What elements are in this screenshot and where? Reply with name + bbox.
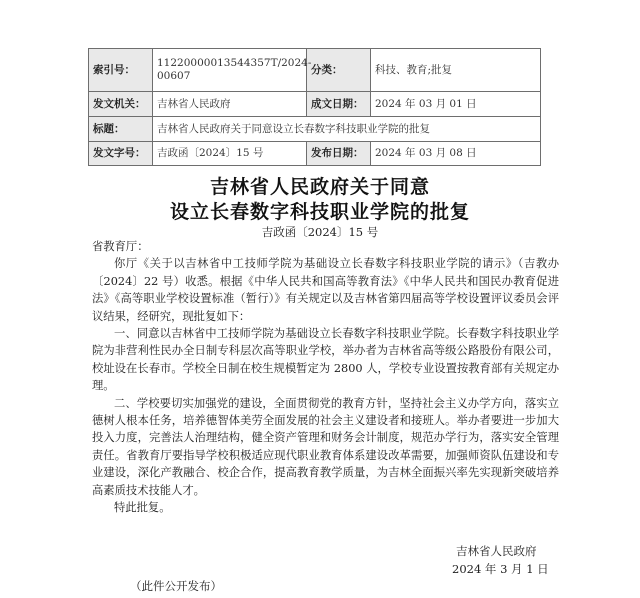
- pubdate-label: 发布日期：: [307, 142, 371, 166]
- paragraph-closing: 特此批复。: [114, 501, 171, 515]
- title-value: 吉林省人民政府关于同意设立长春数字科技职业学院的批复: [153, 117, 541, 142]
- docno-value: 吉政函〔2024〕15 号: [153, 142, 307, 166]
- date-label: 成文日期：: [307, 92, 371, 117]
- document-body: [92, 238, 559, 517]
- paragraph-requirements: 二、学校要切实加强党的建设，全面贯彻党的教育方针，坚持社会主义办学方向，落实立德树人根本任务，培养德智体美劳全面发展的社会主义建设者和接班人。举办者要进一步加大投入力度，完善法人治理结构，健全资产管理和财务会计制度，规范办学行为，落实安全管理责任。省教育厅要指导学校积极适应现代职业教育体系建设改革需要，加强师资队伍建设和专业建设，深化产教融合、校企合作，提高教育教学质量，为吉林全面振兴率先实现新突破培养高素质技术技能人才。: [92, 396, 559, 497]
- paragraph-request: 你厅《关于以吉林省中工技师学院为基础设立长春数字科技职业学院的请示》（吉教办〔2024〕22 号）收悉。根据《中华人民共和国高等教育法》《中华人民共和国民办教育促进法》《高等职业学校设置标准（暂行）》有关规定以及吉林省第四届高等学校设置评议委员会评议结果，经研究，现批复如下：: [92, 257, 559, 323]
- paragraph-approval: 一、同意以吉林省中工技师学院为基础设立长春数字科技职业学院。长春数字科技职业学院为非营利性民办全日制专科层次高等职业学校，举办者为吉林省高等级公路股份有限公司，校址设在长春市。学校全日制在校生规模暂定为 2800 人，学校专业设置按教育部有关规定办理。: [92, 327, 559, 393]
- metadata-row-docno: [89, 142, 541, 166]
- category-label: 分类：: [307, 49, 371, 92]
- publication-note: （此件公开发布）: [130, 579, 222, 593]
- index-label: 索引号：: [89, 49, 153, 92]
- pubdate-value: 2024 年 03 月 08 日: [371, 142, 541, 166]
- salutation: 省教育厅：: [92, 240, 149, 253]
- title-label: 标题：: [89, 117, 153, 142]
- document-number: 吉政函〔2024〕15 号: [261, 225, 379, 239]
- index-value: 11220000013544357T/2024-00607: [153, 49, 307, 92]
- date-value: 2024 年 03 月 01 日: [371, 92, 541, 117]
- category-value: 科技、教育;批复: [371, 49, 541, 92]
- document-title-line1: 吉林省人民政府关于同意: [209, 176, 430, 198]
- docno-label: 发文字号：: [89, 142, 153, 166]
- metadata-table: [88, 48, 541, 166]
- metadata-row-issuer: [89, 92, 541, 117]
- metadata-row-index: [89, 49, 541, 92]
- document-title-line2: 设立长春数字科技职业学院的批复: [169, 201, 470, 223]
- issuer-label: 发文机关：: [89, 92, 153, 117]
- metadata-row-title: [89, 117, 541, 142]
- signature-organization: 吉林省人民政府: [456, 544, 537, 558]
- signature-date: 2024 年 3 月 1 日: [452, 562, 549, 576]
- issuer-value: 吉林省人民政府: [153, 92, 307, 117]
